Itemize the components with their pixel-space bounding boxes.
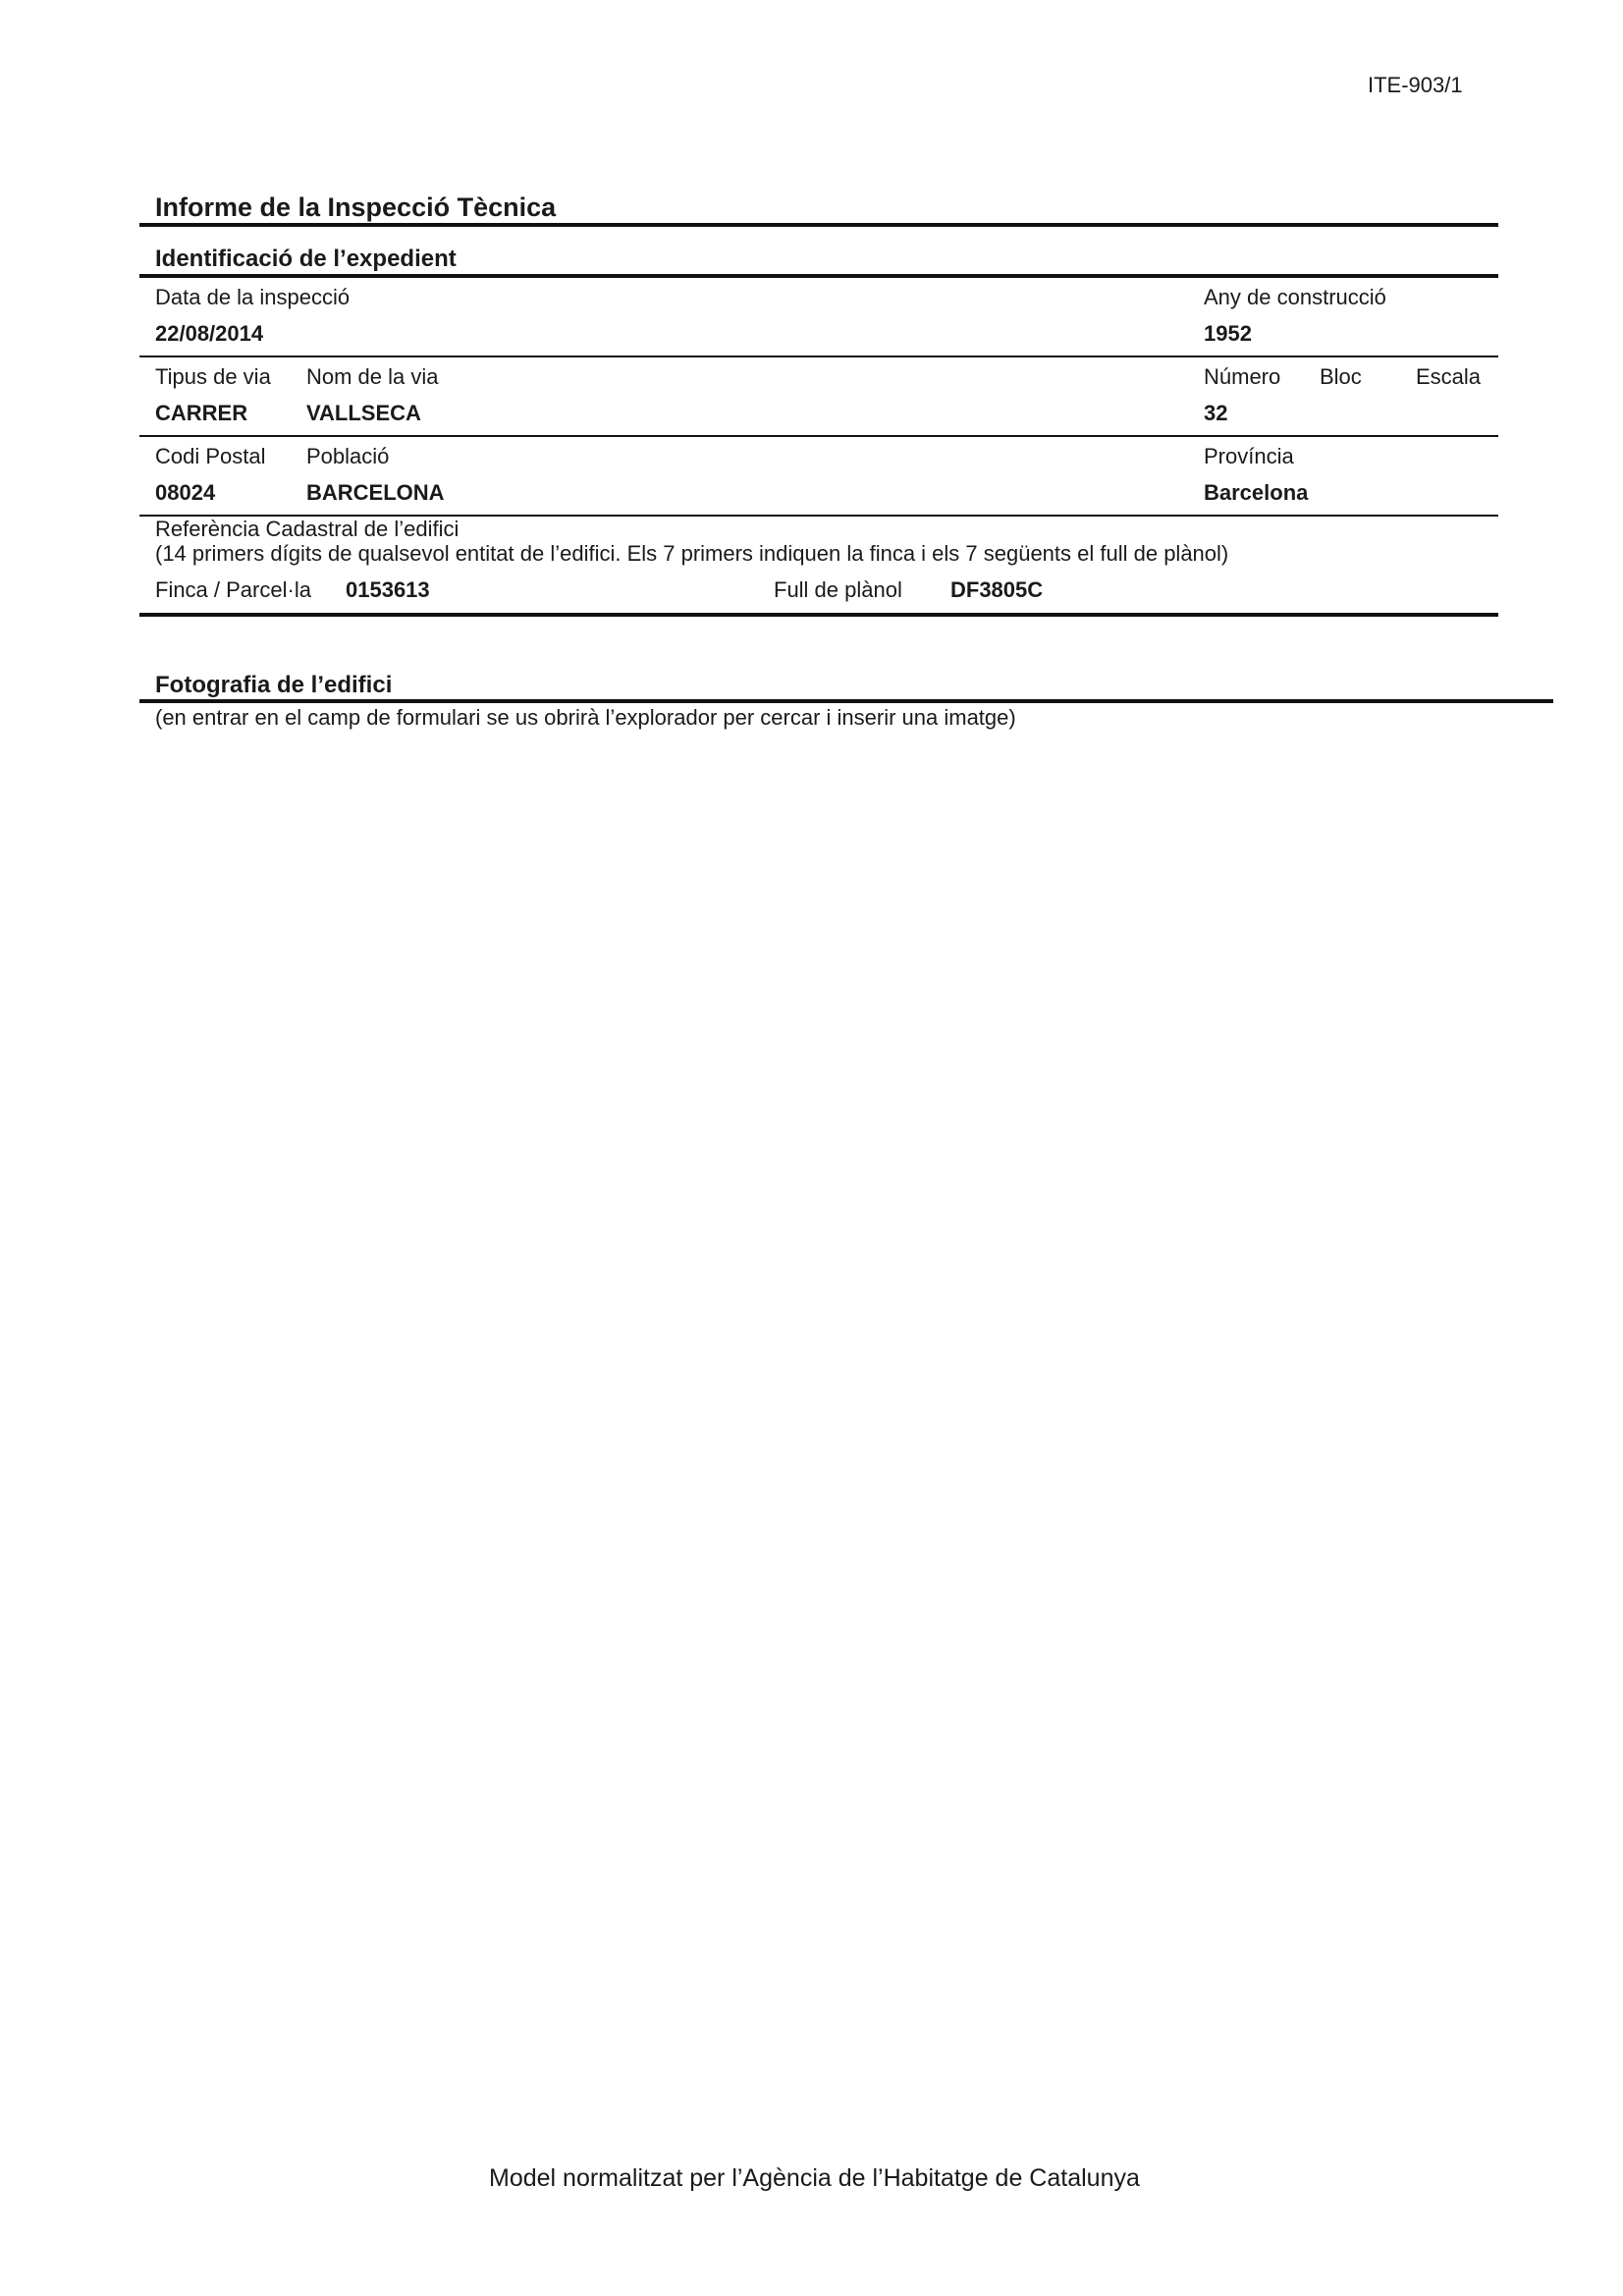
- street-name-field[interactable]: VALLSECA: [306, 401, 421, 425]
- construction-year-label: Any de construcció: [1204, 285, 1386, 309]
- street-type-field[interactable]: CARRER: [155, 401, 248, 425]
- identification-bottom-divider: [139, 613, 1498, 617]
- stair-field[interactable]: [1416, 401, 1475, 426]
- inspection-date-label: Data de la inspecció: [155, 285, 351, 309]
- map-sheet-label: Full de plànol: [774, 577, 902, 602]
- plot-field[interactable]: 0153613: [346, 577, 430, 602]
- photo-note: (en entrar en el camp de formulari se us obrirà l’explorador per cercar i inserir una imatge): [155, 705, 1016, 730]
- construction-year-field[interactable]: 1952: [1204, 321, 1252, 346]
- photo-field[interactable]: [155, 746, 1498, 2102]
- row-divider: [139, 435, 1498, 437]
- document-code: ITE-903/1: [1368, 73, 1463, 97]
- town-label: Població: [306, 444, 390, 468]
- plot-label: Finca / Parcel·la: [155, 577, 311, 602]
- number-field[interactable]: 32: [1204, 401, 1228, 425]
- number-label: Número: [1204, 364, 1281, 389]
- row-divider: [139, 355, 1498, 357]
- block-field[interactable]: [1320, 401, 1379, 426]
- page-title: Informe de la Inspecció Tècnica: [155, 192, 557, 222]
- street-type-label: Tipus de via: [155, 364, 271, 389]
- stair-label: Escala: [1416, 364, 1482, 389]
- postal-code-field[interactable]: 08024: [155, 480, 216, 505]
- province-field[interactable]: Barcelona: [1204, 480, 1309, 505]
- cadastral-note: (14 primers dígits de qualsevol entitat de l’edifici. Els 7 primers indiquen la finca i els 7 següents el full de plànol): [155, 541, 1229, 566]
- province-label: Província: [1204, 444, 1294, 468]
- map-sheet-field[interactable]: DF3805C: [950, 577, 1044, 602]
- identification-divider: [139, 274, 1498, 278]
- section-heading-identification: Identificació de l’expedient: [155, 246, 457, 272]
- postal-code-label: Codi Postal: [155, 444, 266, 468]
- inspection-date-field[interactable]: 22/08/2014: [155, 321, 264, 346]
- footer-text: Model normalitzat per l’Agència de l’Habitatge de Catalunya: [489, 2164, 1140, 2192]
- photo-divider: [139, 699, 1553, 703]
- street-name-label: Nom de la via: [306, 364, 439, 389]
- town-field[interactable]: BARCELONA: [306, 480, 445, 505]
- cadastral-label: Referència Cadastral de l’edifici: [155, 517, 460, 541]
- section-heading-photo: Fotografia de l’edifici: [155, 672, 393, 698]
- block-label: Bloc: [1320, 364, 1362, 389]
- title-divider: [139, 223, 1498, 227]
